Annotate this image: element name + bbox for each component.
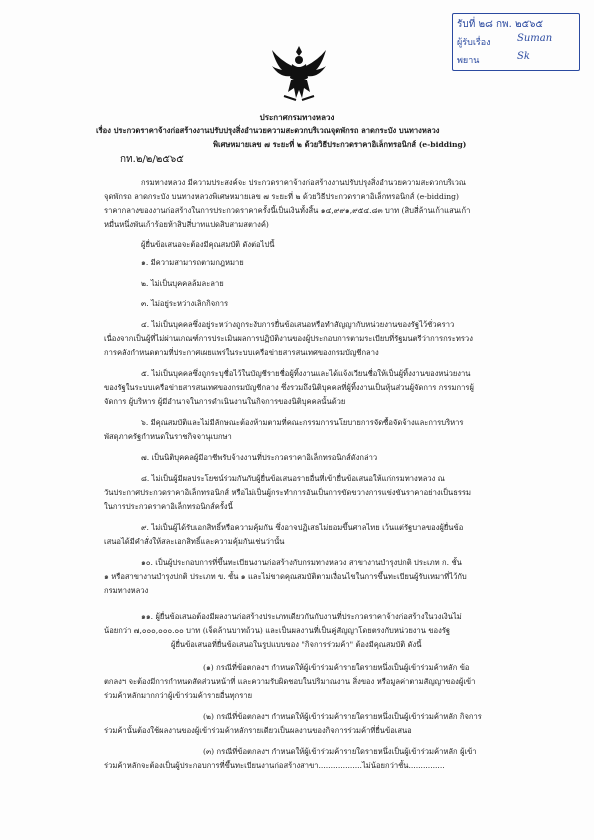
body-line: ๑๑. ผู้ยื่นข้อเสนอต้องมีผลงานก่อสร้างประเภทเดียวกันกับงานที่ประกวดราคาจ้างก่อสร้างในวงเงินไม่ bbox=[141, 612, 462, 621]
body-line: ราคากลางของงานก่อสร้างในการประกวดราคาครั้งนี้เป็นเงินทั้งสิ้น ๑๔,๙๙๑,๙๕๔.๘๓ บาท (สิบสี่ล้านเก้าแสนเก้า bbox=[104, 206, 471, 215]
body-line: ในการประกวดราคาอิเล็กทรอนิกส์ครั้งนี้ bbox=[104, 502, 233, 511]
subject-line-1: เรื่อง ประกวดราคาจ้างก่อสร้างงานปรับปรุงสิ่งอำนวยความสะดวกบริเวณจุดพักรถ ลาดกระบัง บนทางหลวง bbox=[96, 126, 440, 135]
handwritten-reference-number: กท.๒/๒/๒๕๖๕ bbox=[120, 154, 184, 165]
stamp-witness-label: พยาน bbox=[457, 56, 480, 66]
body-line: ๗. เป็นนิติบุคคลผู้มีอาชีพรับจ้างงานที่ประกวดราคาอิเล็กทรอนิกส์ดังกล่าว bbox=[141, 453, 378, 462]
body-line: กรมทางหลวง bbox=[104, 586, 149, 595]
body-line: (๑) กรณีที่ข้อตกลงฯ กำหนดให้ผู้เข้าร่วมค้ารายใดรายหนึ่งเป็นผู้เข้าร่วมค้าหลัก ข้อ bbox=[203, 663, 470, 672]
body-line: ๑ หรือสาขางานบำรุงปกติ ประเภท ข. ชั้น ๑ และไม่ขาดคุณสมบัติตามเงื่อนไขในการขึ้นทะเบียนผู้รับเหมาที่ไว้กับ bbox=[104, 572, 467, 581]
body-line: ผู้ยื่นข้อเสนอจะต้องมีคุณสมบัติ ดังต่อไปนี้ bbox=[141, 240, 275, 249]
body-line: ๔. ไม่เป็นบุคคลซึ่งอยู่ระหว่างถูกระงับการยื่นข้อเสนอหรือทำสัญญากับหน่วยงานของรัฐไว้ชั่วคราว bbox=[141, 320, 455, 329]
body-line: หมื่นหนึ่งพันเก้าร้อยห้าสิบสี่บาทแปดสิบสามสตางค์) bbox=[104, 220, 269, 229]
body-line: (๓) กรณีที่ข้อตกลงฯ กำหนดให้ผู้เข้าร่วมค้ารายใดรายหนึ่งเป็นผู้เข้าร่วมค้าหลัก ผู้เข้า bbox=[203, 747, 477, 756]
body-line: กรมทางหลวง มีความประสงค์จะ ประกวดราคาจ้างก่อสร้างงานปรับปรุงสิ่งอำนวยความสะดวกบริเวณ bbox=[141, 178, 466, 187]
body-line: ๘. ไม่เป็นผู้มีผลประโยชน์ร่วมกันกับผู้ยื่นข้อเสนอรายอื่นที่เข้ายื่นข้อเสนอให้แก่กรมทางหลวง ณ bbox=[141, 474, 445, 483]
body-line: วันประกาศประกวดราคาอิเล็กทรอนิกส์ หรือไม่เป็นผู้กระทำการอันเป็นการขัดขวางการแข่งขันราคาอย่างเป็นธรรม bbox=[104, 488, 471, 497]
body-line: ร่วมค้านั้นต้องใช้ผลงานของผู้เข้าร่วมค้าหลักรายเดียวเป็นผลงานของกิจการร่วมค้าที่ยื่นข้อเสนอ bbox=[104, 726, 412, 735]
body-line: น้อยกว่า ๗,๐๐๐,๐๐๐.๐๐ บาท (เจ็ดล้านบาทถ้วน) และเป็นผลงานที่เป็นคู่สัญญาโดยตรงกับหน่วยงาน ของรัฐ bbox=[104, 626, 451, 635]
body-line: ๑๐. เป็นผู้ประกอบการที่ขึ้นทะเบียนงานก่อสร้างกับกรมทางหลวง สาขางานบำรุงปกติ ประเภท ก. ชั้น bbox=[141, 558, 462, 567]
body-line: ๕. ไม่เป็นบุคคลซึ่งถูกระบุชื่อไว้ในบัญชีรายชื่อผู้ทิ้งงานและได้แจ้งเวียนชื่อให้เป็นผู้ทิ้งงานของหน่วยงาน bbox=[141, 369, 471, 378]
stamp-receiver-label: ผู้รับเรื่อง bbox=[457, 38, 491, 48]
body-line: จัดการ ผู้บริหาร ผู้มีอำนาจในการดำเนินงานในกิจการของนิติบุคคลนั้นด้วย bbox=[104, 397, 346, 406]
body-line: การคลังกำหนดตามที่ประกาศเผยแพร่ในระบบเครือข่ายสารสนเทศของกรมบัญชีกลาง bbox=[104, 348, 379, 357]
stamp-witness-signature: Sk bbox=[517, 51, 530, 62]
body-line: เสนอได้มีคำสั่งให้สละเอกสิทธิ์และความคุ้มกันเช่นว่านั้น bbox=[104, 537, 285, 546]
body-line: ร่วมค้าหลักมากกว่าผู้เข้าร่วมค้ารายอื่นทุกราย bbox=[104, 691, 253, 700]
body-line: ของรัฐในระบบเครือข่ายสารสนเทศของกรมบัญชีกลาง ซึ่งรวมถึงนิติบุคคลที่ผู้ทิ้งงานเป็นหุ้นส่วนผู้จัดการ กรรมการผู้ bbox=[104, 383, 474, 392]
body-line: ร่วมค้าหลักจะต้องเป็นผู้ประกอบการที่ขึ้นทะเบียนงานก่อสร้างสาขา..................ไม่น้อยกว่าชั้น............... bbox=[104, 761, 445, 770]
body-line: พัสดุภาครัฐกำหนดในราชกิจจานุเบกษา bbox=[104, 432, 232, 441]
body-line: ๒. ไม่เป็นบุคคลล้มละลาย bbox=[141, 279, 224, 288]
body-line: ๓. ไม่อยู่ระหว่างเลิกกิจการ bbox=[141, 299, 229, 308]
garuda-emblem-icon bbox=[270, 44, 328, 104]
body-line: ๑. มีความสามารถตามกฎหมาย bbox=[141, 258, 244, 267]
body-line: เนื่องจากเป็นผู้ที่ไม่ผ่านเกณฑ์การประเมินผลการปฏิบัติงานของผู้ประกอบการตามระเบียบที่รัฐมนตรีว่าการกระทรวง bbox=[104, 334, 473, 343]
body-line: ผู้ยื่นข้อเสนอที่ยื่นข้อเสนอในรูปแบบของ "กิจการร่วมค้า" ต้องมีคุณสมบัติ ดังนี้ bbox=[171, 640, 422, 649]
stamp-received-date: รับที่ ๒๘ กพ. ๒๕๖๕ bbox=[457, 19, 544, 30]
body-line: (๒) กรณีที่ข้อตกลงฯ กำหนดให้ผู้เข้าร่วมค้ารายใดรายหนึ่งเป็นผู้เข้าร่วมค้าหลัก กิจการ bbox=[203, 712, 482, 721]
body-line: ๖. มีคุณสมบัติและไม่มีลักษณะต้องห้ามตามที่คณะกรรมการนโยบายการจัดซื้อจัดจ้างและการบริหาร bbox=[141, 418, 464, 427]
body-line: ๙. ไม่เป็นผู้ได้รับเอกสิทธิ์หรือความคุ้มกัน ซึ่งอาจปฏิเสธไม่ยอมขึ้นศาลไทย เว้นแต่รัฐบาลของผู้ยื่นข้อ bbox=[141, 523, 464, 532]
body-line: ตกลงฯ จะต้องมีการกำหนดสัดส่วนหน้าที่ และความรับผิดชอบในปริมาณงาน สิ่งของ หรือมูลค่าตามสัญญาของผู้เข้า bbox=[104, 677, 476, 686]
received-stamp bbox=[452, 13, 580, 71]
subject-line-2: พิเศษหมายเลข ๗ ระยะที่ ๒ ด้วยวิธีประกวดราคาอิเล็กทรอนิกส์ (e-bidding) bbox=[213, 140, 467, 149]
body-line: จุดพักรถ ลาดกระบัง บนทางหลวงพิเศษหมายเลข ๗ ระยะที่ ๒ ด้วยวิธีประกวดราคาอิเล็กทรอนิกส์ (e-bidding) bbox=[104, 192, 459, 201]
stamp-receiver-signature: Suman bbox=[517, 33, 553, 44]
agency-title: ประกาศกรมทางหลวง bbox=[259, 112, 335, 122]
